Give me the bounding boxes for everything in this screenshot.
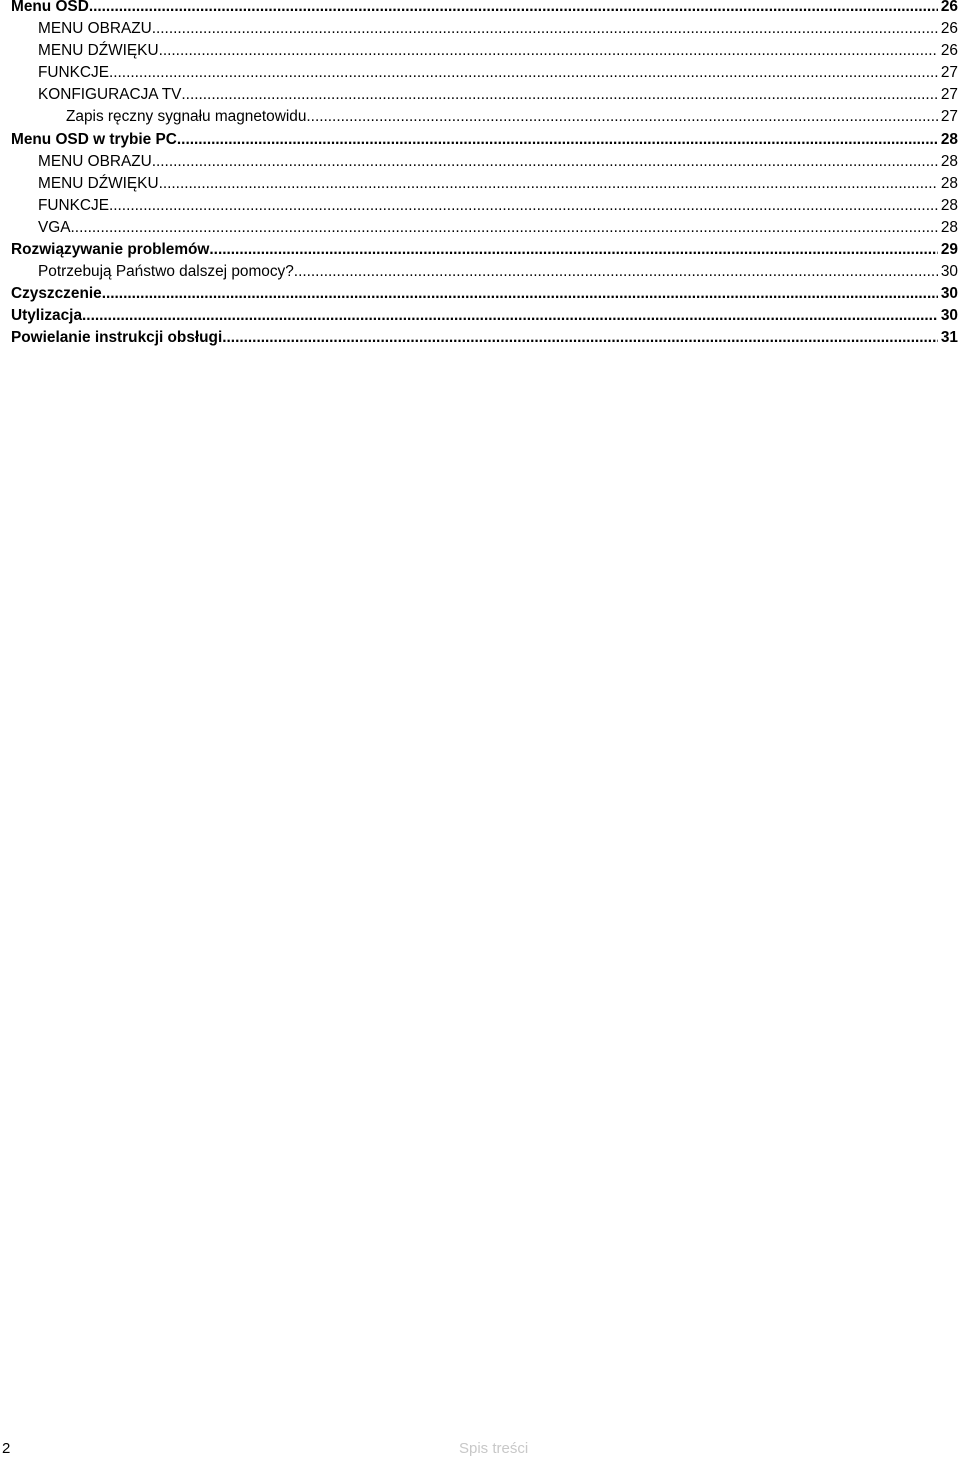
toc-entry-page: 29 — [940, 241, 958, 259]
toc-entry-title: KONFIGURACJA TV — [38, 86, 182, 104]
toc-entry[interactable] — [11, 106, 958, 128]
toc-entry-page: 26 — [940, 0, 958, 15]
toc-leader-dots — [102, 283, 938, 305]
toc-leader-dots — [222, 327, 938, 349]
toc-leader-dots — [71, 217, 938, 239]
toc-entry[interactable] — [11, 129, 958, 151]
toc-entry-title: MENU OBRAZU — [38, 20, 152, 38]
toc-leader-dots — [159, 40, 938, 62]
table-of-contents — [11, 0, 958, 350]
toc-leader-dots — [89, 0, 938, 18]
toc-entry-page: 28 — [940, 174, 958, 192]
toc-leader-dots — [306, 106, 937, 128]
toc-leader-dots — [152, 18, 938, 40]
toc-leader-dots — [177, 129, 938, 151]
toc-entry-title: VGA — [38, 218, 71, 236]
toc-leader-dots — [82, 305, 938, 327]
toc-entry-title: MENU DŹWIĘKU — [38, 174, 159, 192]
toc-entry-page: 28 — [940, 130, 958, 148]
toc-entry-page: 26 — [940, 20, 958, 38]
toc-leader-dots — [159, 173, 938, 195]
toc-entry-title: FUNKCJE — [38, 64, 109, 82]
toc-entry-page: 28 — [940, 152, 958, 170]
toc-entry[interactable] — [11, 305, 958, 327]
toc-entry-page: 27 — [940, 86, 958, 104]
footer-page-number: 2 — [2, 1440, 11, 1457]
toc-entry-page: 28 — [940, 218, 958, 236]
toc-entry-title: MENU DŹWIĘKU — [38, 42, 159, 60]
toc-entry[interactable] — [11, 217, 958, 239]
toc-leader-dots — [109, 62, 938, 84]
toc-leader-dots — [181, 84, 937, 106]
toc-entry-page: 26 — [940, 42, 958, 60]
toc-entry-page: 30 — [940, 307, 958, 325]
toc-entry-page: 27 — [940, 108, 958, 126]
toc-entry[interactable] — [11, 84, 958, 106]
toc-entry-title: Czyszczenie — [11, 285, 102, 303]
toc-leader-dots — [109, 195, 938, 217]
toc-entry[interactable] — [11, 62, 958, 84]
toc-entry-page: 27 — [940, 64, 958, 82]
toc-entry[interactable] — [11, 40, 958, 62]
toc-entry[interactable] — [11, 18, 958, 40]
toc-entry[interactable] — [11, 195, 958, 217]
toc-entry[interactable] — [11, 173, 958, 195]
toc-entry-page: 28 — [940, 196, 958, 214]
toc-entry-page: 30 — [940, 285, 958, 303]
toc-leader-dots — [294, 261, 938, 283]
toc-entry[interactable] — [11, 239, 958, 261]
toc-entry-title: MENU OBRAZU — [38, 152, 152, 170]
toc-entry-title: Zapis ręczny sygnału magnetowidu — [66, 108, 307, 126]
toc-entry-title: Menu OSD — [11, 0, 89, 15]
toc-entry[interactable] — [11, 0, 958, 18]
toc-entry-title: Utylizacja — [11, 307, 83, 325]
toc-entry-title: FUNKCJE — [38, 196, 109, 214]
toc-entry[interactable] — [11, 261, 958, 283]
toc-entry[interactable] — [11, 151, 958, 173]
toc-leader-dots — [152, 151, 938, 173]
toc-entry-title: Powielanie instrukcji obsługi — [11, 329, 223, 347]
toc-entry[interactable] — [11, 283, 958, 305]
toc-leader-dots — [209, 239, 937, 261]
toc-entry[interactable] — [11, 327, 958, 349]
toc-entry-page: 30 — [940, 263, 958, 281]
toc-entry-page: 31 — [940, 329, 958, 347]
toc-entry-title: Menu OSD w trybie PC — [11, 130, 177, 148]
toc-entry-title: Potrzebują Państwo dalszej pomocy? — [38, 263, 294, 281]
toc-entry-title: Rozwiązywanie problemów — [11, 241, 210, 259]
footer-section-title: Spis treści — [459, 1440, 529, 1457]
